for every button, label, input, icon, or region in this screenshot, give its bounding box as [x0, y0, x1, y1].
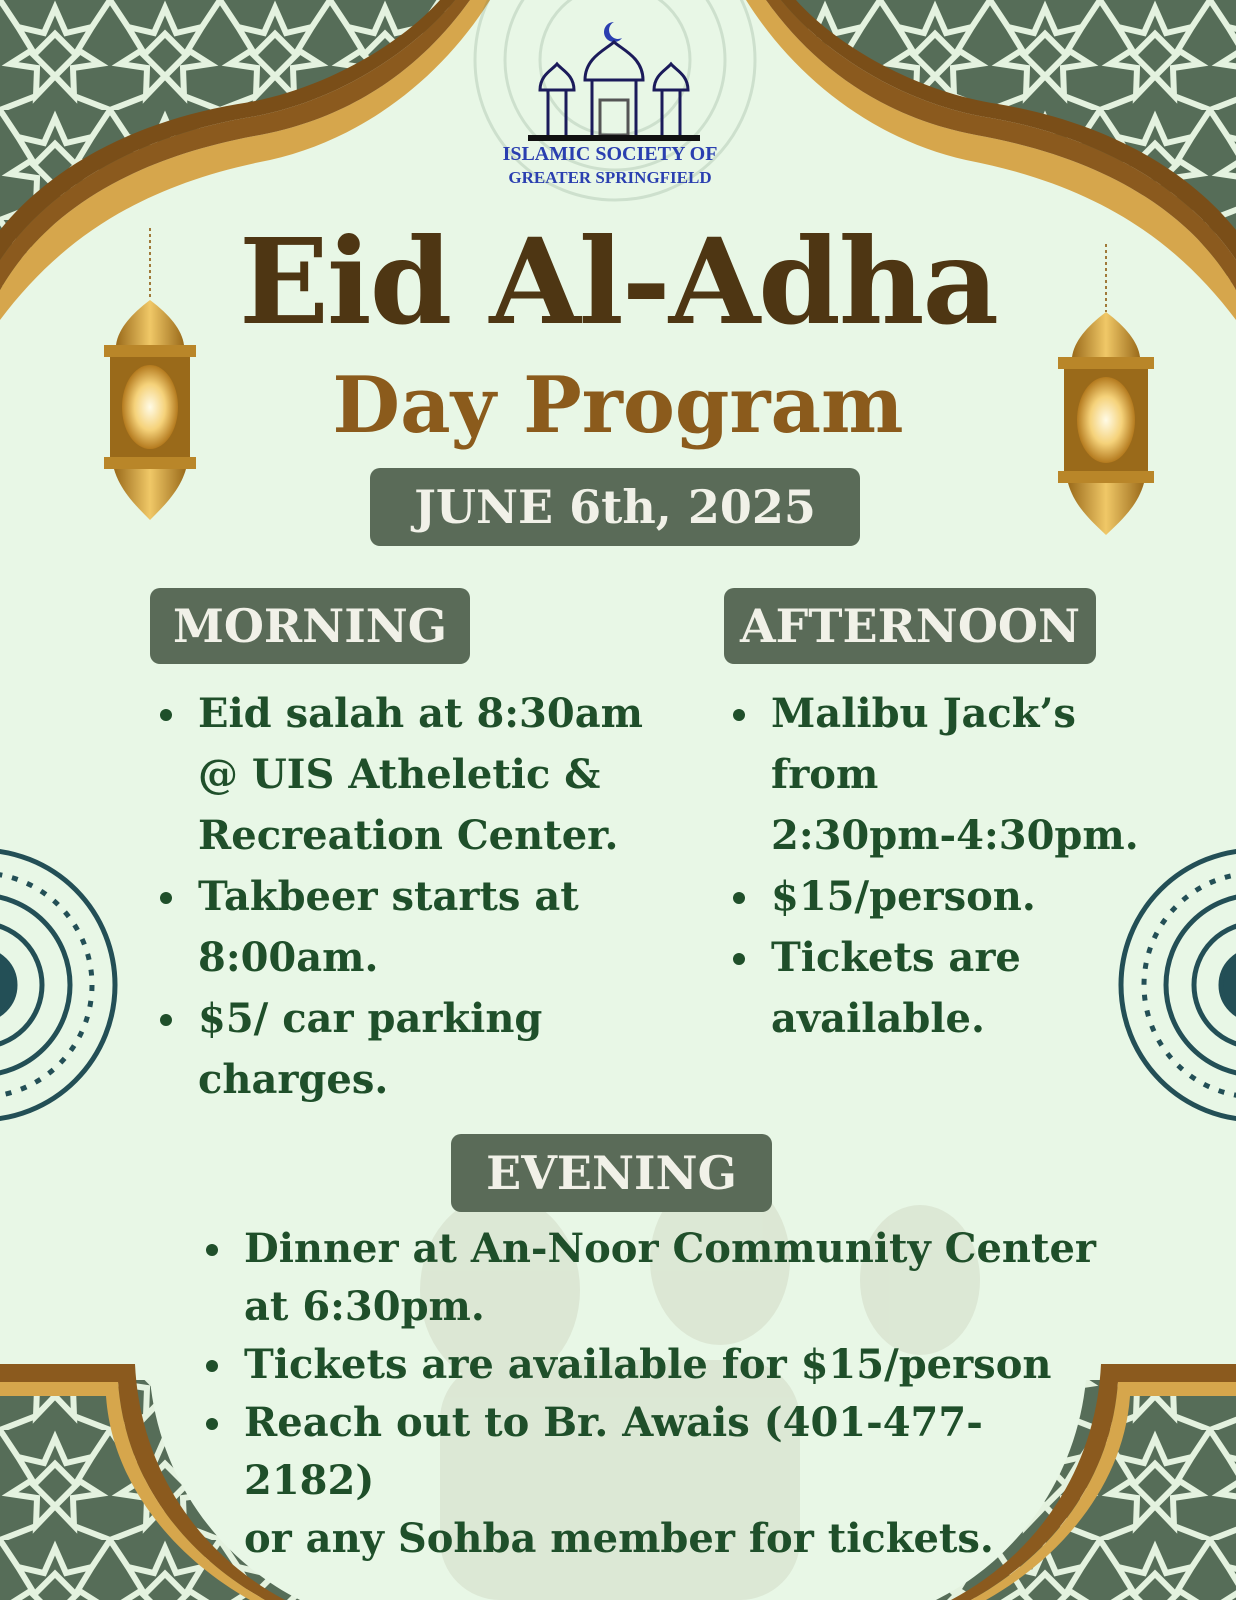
page-title: Eid Al-Adha: [238, 212, 998, 351]
list-item-line: available.: [771, 995, 985, 1042]
list-item: [152, 988, 652, 1110]
list-item-line: Tickets are: [771, 934, 1021, 981]
list-item-line: 8:00am.: [198, 934, 379, 981]
list-item-line: @ UIS Atheletic &: [198, 751, 601, 798]
list-item-line: Eid salah at 8:30am: [198, 690, 643, 737]
list-item-line: $15/person.: [771, 873, 1036, 920]
afternoon-heading: AFTERNOON: [724, 588, 1096, 664]
date-badge: JUNE 6th, 2025: [370, 468, 860, 546]
list-item-line: $5/ car parking: [198, 995, 543, 1042]
list-item: [198, 1394, 1098, 1568]
list-item-line: Malibu Jack’s from: [771, 690, 1076, 798]
list-item-line: Recreation Center.: [198, 812, 619, 859]
list-item-line: 2:30pm-4:30pm.: [771, 812, 1139, 859]
evening-heading: EVENING: [451, 1134, 772, 1212]
list-item-line: or any Sohba member for tickets.: [244, 1515, 994, 1562]
page-subtitle: Day Program: [332, 360, 904, 451]
morning-list: [152, 683, 652, 1110]
list-item: [152, 866, 652, 988]
list-item-line: Takbeer starts at: [198, 873, 579, 920]
list-item: [198, 1220, 1098, 1336]
list-item-line: charges.: [198, 1056, 389, 1103]
list-item-line: Tickets are available for $15/person: [244, 1341, 1052, 1388]
list-item: [152, 683, 652, 866]
logo-line-1: ISLAMIC SOCIETY OF: [502, 143, 718, 165]
list-item-line: Dinner at An-Noor Community Center: [244, 1225, 1096, 1272]
list-item: [725, 927, 1195, 1049]
logo-line-2: GREATER SPRINGFIELD: [508, 168, 712, 187]
list-item-line: at 6:30pm.: [244, 1283, 485, 1330]
morning-heading: MORNING: [150, 588, 470, 664]
list-item-line: Reach out to Br. Awais (401-477-2182): [244, 1399, 983, 1504]
list-item: [725, 683, 1195, 866]
list-item: [198, 1336, 1098, 1394]
list-item: [725, 866, 1195, 927]
evening-list: [198, 1220, 1098, 1568]
afternoon-list: [725, 683, 1195, 1049]
